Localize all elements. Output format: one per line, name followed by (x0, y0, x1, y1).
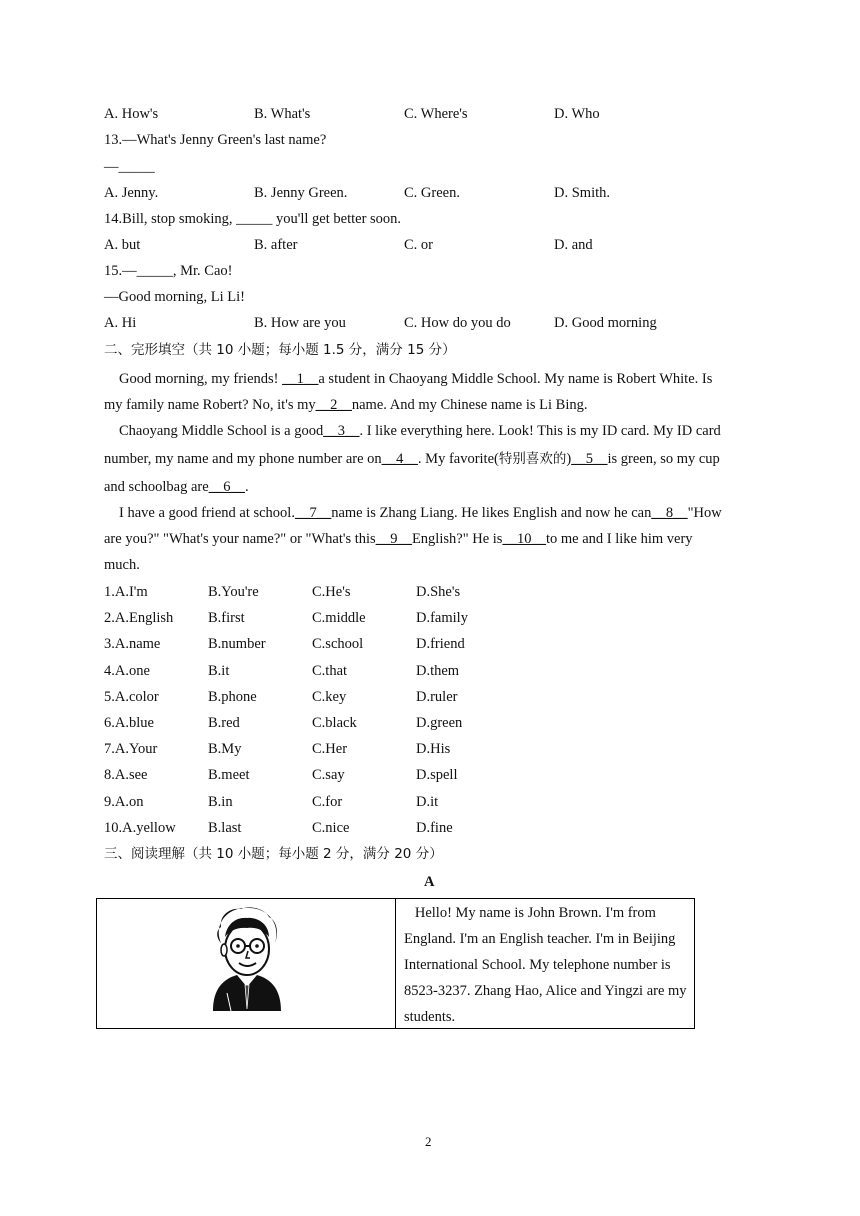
cloze-q6-option-d: D.green (416, 715, 463, 731)
section2-heading: 二、完形填空（共 10 小题；每小题 1.5 分，满分 15 分） (104, 342, 456, 358)
page-number: 2 (425, 1134, 432, 1149)
cloze-q8-option-a: 8.A.see (104, 767, 148, 784)
q13-option-b: B. Jenny Green. (254, 185, 348, 201)
q15-stem: 15.—_____, Mr. Cao! (104, 263, 233, 279)
cloze-q9-option-c: C.for (312, 793, 343, 810)
cloze-blank-8: __8__ (651, 505, 688, 521)
cloze-q4-option-d: D.them (416, 662, 460, 679)
passage-a-label: A (424, 874, 435, 890)
q15-option-b: B. How are you (254, 315, 346, 331)
cloze-q6-option-a: 6.A.blue (104, 715, 154, 731)
q13-option-c: C. Green. (404, 185, 460, 201)
section3-heading: 三、阅读理解（共 10 小题；每小题 2 分，满分 20 分） (104, 846, 443, 862)
q13-option-a: A. Jenny. (104, 185, 159, 201)
cloze-q3-option-b: B.number (208, 636, 266, 653)
cloze-q5-option-d: D.ruler (416, 688, 458, 705)
cloze-line-6: I have a good friend at school.__7__name is Zhang Liang. He likes English and now he can__8__"How (119, 505, 722, 521)
cloze-q2-option-a: 2.A.English (104, 610, 174, 627)
cloze-blank-7: __7__ (294, 505, 332, 521)
cloze-blank-2: __2__ (315, 397, 352, 413)
cloze-line-1: Good morning, my friends! __1__a student in Chaoyang Middle School. My name is Robert White. Is (119, 371, 713, 387)
cloze-q9-option-b: B.in (208, 793, 233, 810)
q15-option-a: A. Hi (104, 315, 137, 331)
cloze-q1-option-d: D.She's (416, 584, 461, 600)
cloze-q6-option-b: B.red (208, 715, 240, 731)
cloze-line-2: my family name Robert? No, it's my__2__name. And my Chinese name is Li Bing. (104, 397, 588, 413)
cloze-q10-option-b: B.last (208, 819, 242, 836)
q15-reply: —Good morning, Li Li! (104, 289, 245, 305)
cloze-q1-option-a: 1.A.I'm (104, 584, 148, 600)
cloze-q2-option-d: D.family (416, 610, 468, 627)
cloze-q1-option-b: B.You're (208, 584, 259, 600)
cloze-line-5: and schoolbag are__6__. (104, 479, 249, 495)
cloze-q8-option-b: B.meet (208, 767, 250, 784)
cloze-q9-option-a: 9.A.on (104, 793, 144, 810)
cloze-blank-3: __3__ (323, 423, 360, 439)
cloze-q5-option-c: C.key (312, 688, 347, 705)
cloze-blank-6: __6__ (208, 479, 245, 495)
cloze-q1-option-c: C.He's (312, 584, 351, 600)
passage-a-table (96, 898, 695, 1029)
cloze-line-4: number, my name and my phone number are on__4__. My favorite(特别喜欢的)__5__is green, so my cup (104, 451, 720, 467)
cloze-line-3: Chaoyang Middle School is a good__3__. I like everything here. Look! This is my ID card. My ID card (119, 423, 721, 439)
cloze-q7-option-d: D.His (416, 741, 451, 758)
cloze-blank-1: __1__ (282, 371, 319, 387)
cloze-q7-option-a: 7.A.Your (104, 741, 158, 758)
cloze-q5-option-a: 5.A.color (104, 688, 159, 705)
cloze-line-7: are you?" "What's your name?" or "What's this__9__English?" He is__10__to me and I like him very (104, 531, 693, 547)
cloze-q3-option-d: D.friend (416, 636, 465, 653)
teacher-portrait-image (207, 903, 287, 1013)
passage-a-text: Hello! My name is John Brown. I'm from England. I'm an English teacher. I'm in Beijing International School. My telephone number is 8523-3237. Zhang Hao, Alice and Yingzi are my students. (404, 905, 687, 1025)
cloze-q3-option-a: 3.A.name (104, 636, 161, 653)
q14-option-d: D. and (554, 237, 593, 253)
q13-option-d: D. Smith. (554, 185, 610, 201)
cloze-blank-9: __9__ (375, 531, 412, 547)
cloze-blank-5: __5__ (571, 451, 608, 467)
q12-option-a: A. How's (104, 106, 159, 122)
cloze-blank-4: __4__ (381, 451, 418, 467)
cloze-q2-option-b: B.first (208, 610, 245, 627)
cloze-q4-option-b: B.it (208, 662, 230, 679)
cloze-q4-option-a: 4.A.one (104, 662, 150, 679)
cloze-q8-option-d: D.spell (416, 767, 458, 784)
q14-option-a: A. but (104, 237, 141, 253)
cloze-q4-option-c: C.that (312, 662, 348, 679)
cloze-q5-option-b: B.phone (208, 688, 257, 705)
q13-reply: —_____ (104, 159, 155, 175)
q13-stem: 13.—What's Jenny Green's last name? (104, 132, 327, 148)
cloze-q7-option-c: C.Her (312, 741, 348, 758)
q14-option-b: B. after (254, 237, 298, 253)
q12-option-b: B. What's (254, 106, 311, 122)
q12-option-d: D. Who (554, 106, 600, 122)
cloze-q10-option-a: 10.A.yellow (104, 819, 176, 836)
cloze-blank-10: __10__ (502, 531, 546, 547)
cloze-q9-option-d: D.it (416, 793, 439, 810)
cloze-q10-option-d: D.fine (416, 819, 453, 836)
cloze-line-8: much. (104, 557, 140, 573)
q12-option-c: C. Where's (404, 106, 468, 122)
cloze-q2-option-c: C.middle (312, 610, 366, 627)
q15-option-d: D. Good morning (554, 315, 657, 331)
q14-stem: 14.Bill, stop smoking, _____ you'll get better soon. (104, 211, 402, 227)
cloze-q7-option-b: B.My (208, 741, 242, 758)
table-divider (395, 899, 396, 1028)
cloze-q8-option-c: C.say (312, 767, 345, 784)
cloze-q6-option-c: C.black (312, 715, 357, 731)
q14-option-c: C. or (404, 237, 433, 253)
cloze-q3-option-c: C.school (312, 636, 364, 653)
q15-option-c: C. How do you do (404, 315, 511, 331)
cloze-q10-option-c: C.nice (312, 819, 350, 836)
